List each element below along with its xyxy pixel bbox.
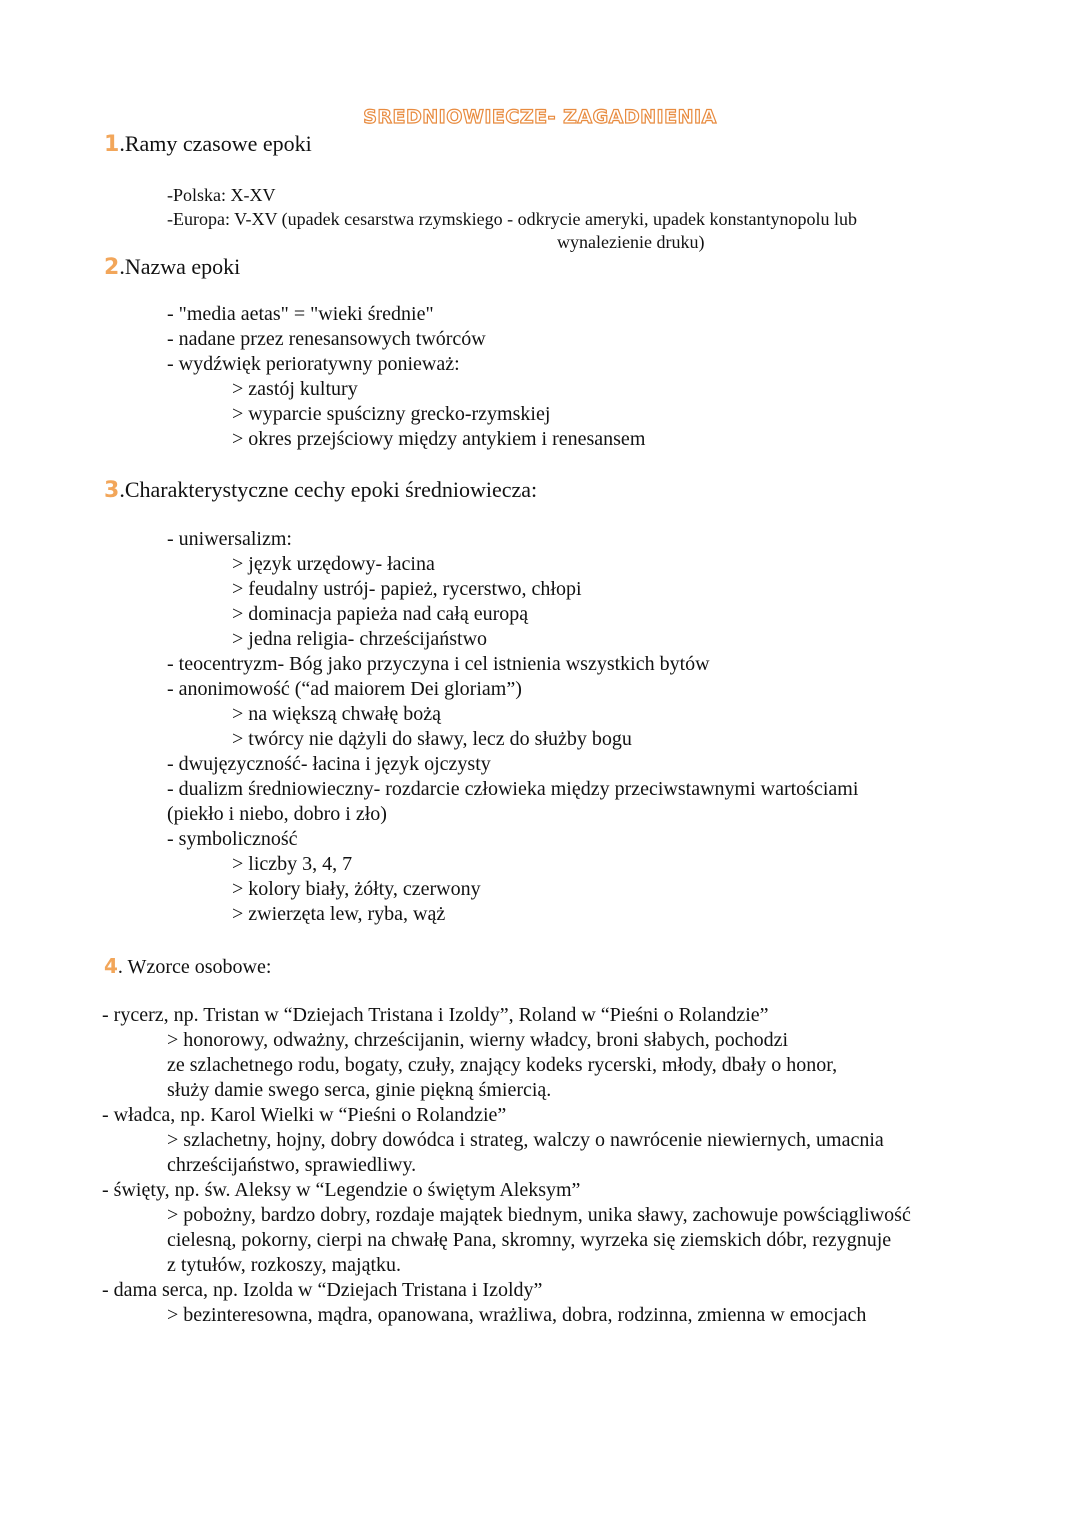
section-3-line: > zwierzęta lew, ryba, wąż [232, 903, 446, 925]
section-2-line: > wyparcie spuścizny grecko-rzymskiej [232, 403, 551, 425]
section-4-line: > pobożny, bardzo dobry, rozdaje majątek biednym, unika sławy, zachowuje powściągliwość [167, 1204, 911, 1226]
section-3-line: - symboliczność [167, 828, 298, 850]
section-4-line: > bezinteresowna, mądra, opanowana, wrażliwa, dobra, rodzinna, zmienna w emocjach [167, 1304, 867, 1326]
section-3-line: > liczby 3, 4, 7 [232, 853, 353, 875]
section-3-line: - anonimowość (“ad maiorem Dei gloriam”) [167, 678, 522, 700]
section-4-line: ze szlachetnego rodu, bogaty, czuły, znający kodeks rycerski, młody, dbały o honor, [167, 1054, 838, 1076]
section-4-line: - rycerz, np. Tristan w “Dziejach Tristana i Izoldy”, Roland w “Pieśni o Rolandzie” [102, 1004, 769, 1026]
section-4-heading: 4. Wzorce osobowe: [104, 954, 272, 978]
section-3-line: > język urzędowy- łacina [232, 553, 435, 575]
section-4-line: > szlachetny, hojny, dobry dowódca i strateg, walczy o nawrócenie niewiernych, umacnia [167, 1129, 884, 1151]
section-3-line: (piekło i niebo, dobro i zło) [167, 803, 387, 825]
section-2-line: > zastój kultury [232, 378, 358, 400]
section-4-line: z tytułów, rozkoszy, majątku. [167, 1254, 402, 1276]
section-4-line: - święty, np. św. Aleksy w “Legendzie o świętym Aleksym” [102, 1179, 581, 1201]
section-2-heading: 2.Nazwa epoki [104, 254, 241, 280]
section-3-line: > dominacja papieża nad całą europą [232, 603, 529, 625]
section-4-line: cielesną, pokorny, cierpi na chwałę Pana, skromny, wyrzeka się ziemskich dóbr, rezygnuje [167, 1229, 892, 1251]
section-3-line: > feudalny ustrój- papież, rycerstwo, chłopi [232, 578, 582, 600]
section-3-line: > kolory biały, żółty, czerwony [232, 878, 481, 900]
section-2-line: - "media aetas" = "wieki średnie" [167, 303, 434, 325]
document-title: SREDNIOWIECZE- ZAGADNIENIA [363, 106, 717, 128]
section-4-line: służy damie swego serca, ginie piękną śmiercią. [167, 1079, 552, 1101]
section-4-line: chrześcijaństwo, sprawiedliwy. [167, 1154, 417, 1176]
section-1-line: -Europa: V-XV (upadek cesarstwa rzymskiego - odkrycie ameryki, upadek konstantynopolu lub [167, 209, 857, 229]
section-3-line: - dwujęzyczność- łacina i język ojczysty [167, 753, 491, 775]
section-2-line: - wydźwięk perioratywny ponieważ: [167, 353, 460, 375]
section-1-heading: 1.Ramy czasowe epoki [104, 131, 312, 157]
section-3-line: - uniwersalizm: [167, 528, 292, 550]
section-2-line: - nadane przez renesansowych twórców [167, 328, 486, 350]
section-3-line: > jedna religia- chrześcijaństwo [232, 628, 488, 650]
section-1-line: wynalezienie druku) [557, 232, 705, 252]
section-3-line: > na większą chwałę bożą [232, 703, 441, 725]
section-4-line: - dama serca, np. Izolda w “Dziejach Tristana i Izoldy” [102, 1279, 543, 1301]
section-4-line: - władca, np. Karol Wielki w “Pieśni o Rolandzie” [102, 1104, 507, 1126]
section-2-line: > okres przejściowy między antykiem i renesansem [232, 428, 646, 450]
section-3-line: > twórcy nie dążyli do sławy, lecz do służby bogu [232, 728, 632, 750]
section-1-line: -Polska: X-XV [167, 185, 276, 205]
section-4-line: > honorowy, odważny, chrześcijanin, wierny władcy, broni słabych, pochodzi [167, 1029, 789, 1051]
section-3-line: - dualizm średniowieczny- rozdarcie człowieka między przeciwstawnymi wartościami [167, 778, 859, 800]
section-3-line: - teocentryzm- Bóg jako przyczyna i cel istnienia wszystkich bytów [167, 653, 710, 675]
section-3-heading: 3.Charakterystyczne cechy epoki średniowiecza: [104, 477, 538, 503]
